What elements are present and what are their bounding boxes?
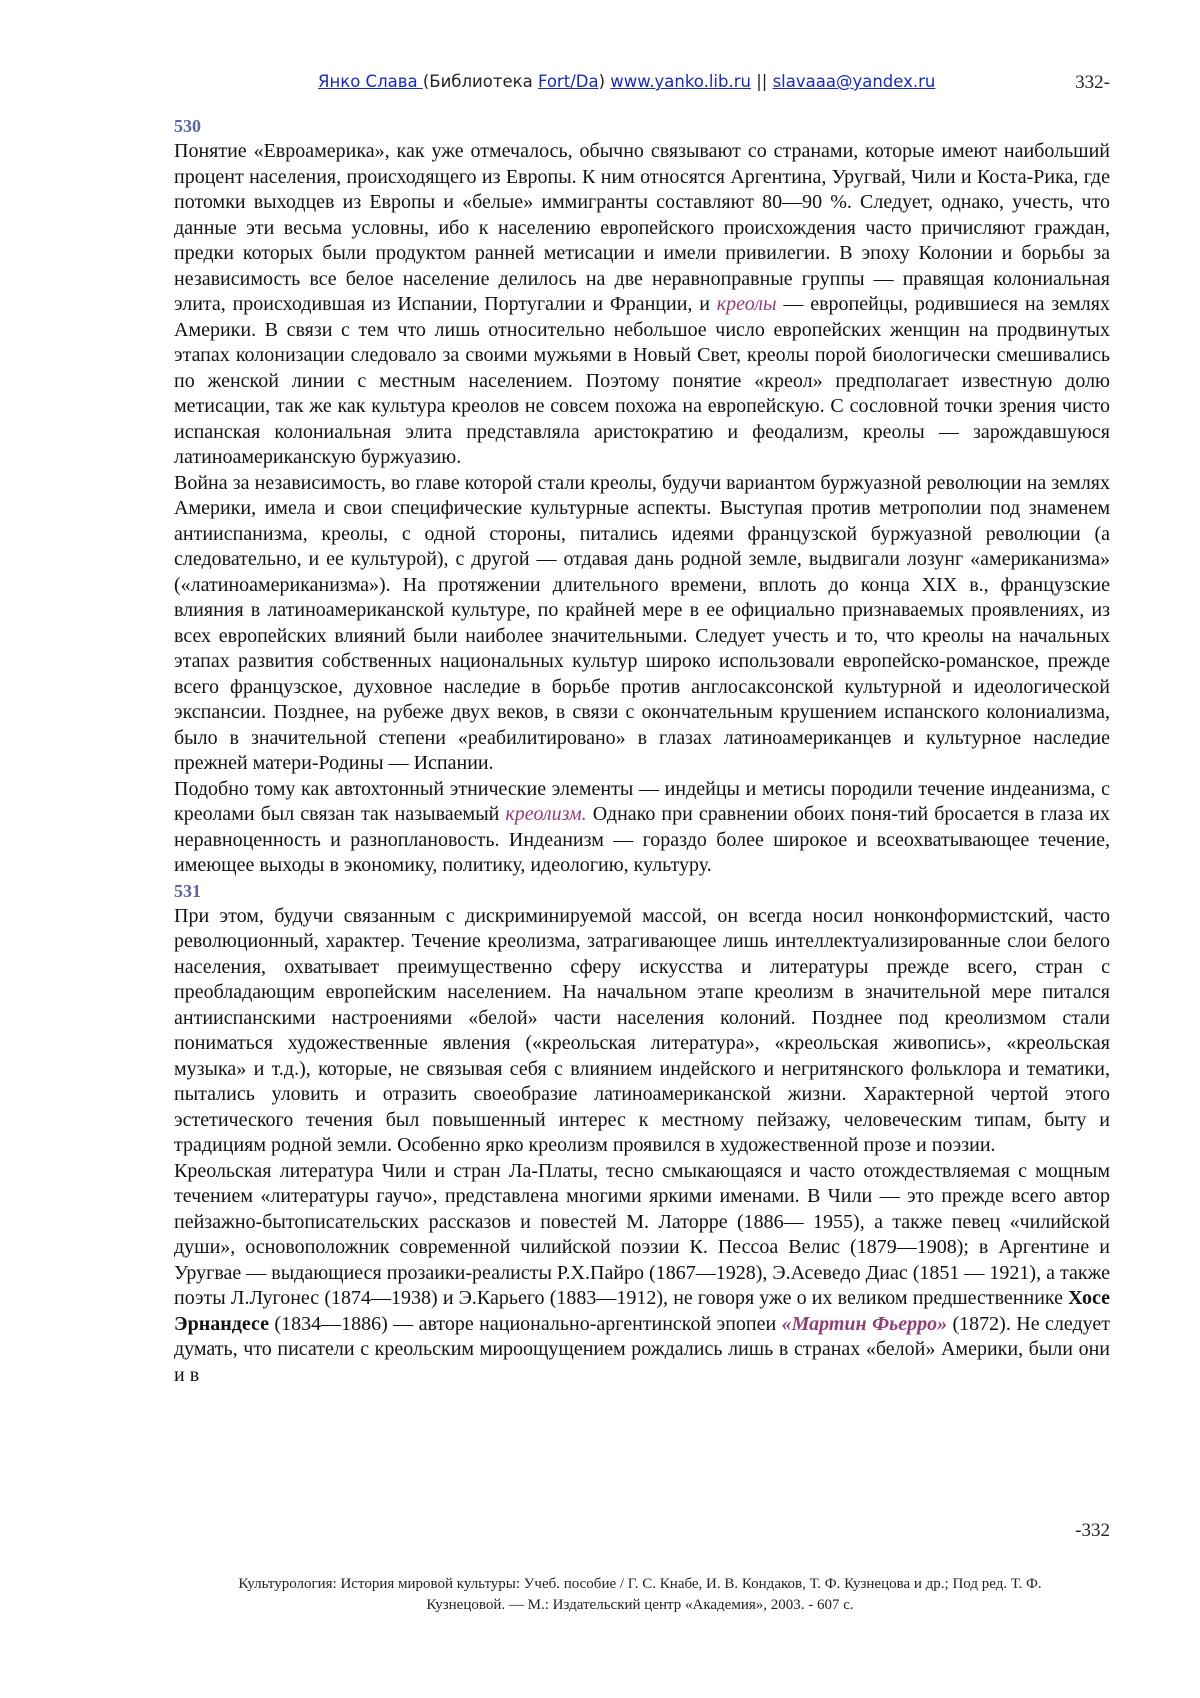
- paragraph-text: Понятие «Евроамерика», как уже отмечалось, обычно связывают со странами, которые имеют наибольший процент населения, происходящего из Европы. К ним относятся Аргентина, Уругвай, Чили и Коста-Рика, где потомки выходцев из Европы и «белые» иммигранты составляют 80—90 %. Следует, однако, учесть, что данные эти весьма условны, ибо к населению европейского происхождения часто причисляют граждан, предки которых были продуктом ранней метисации и имели привилегии. В эпоху Колонии и борьбы за независимость все белое население делилось на две неравноправные группы — правящая колониальная элита, происходившая из Испании, Португалии и Франции, и: [174, 140, 1110, 315]
- document-page: [0, 0, 1200, 1698]
- term-creoles: креолы: [717, 293, 777, 315]
- header-links: [318, 72, 935, 91]
- paragraph-text: Однако при сравнении обоих поня-тий бросается в глаза их неравноценность и разноплановость. Индеанизм — гораздо более широкое и всеохватывающее течение, имеющее выходы в экономику, политику, идеологию, культуру.: [174, 803, 1110, 876]
- paragraph-text: Креольская литература Чили и стран Ла-Платы, тесно смыкающаяся и часто отождествляемая с мощным течением «литературы гаучо», представлена многими яркими именами. В Чили — это прежде всего автор пейзажно-бытописательских рассказов и повестей М. Латорре (1886— 1955), а также певец «чилийской души», основоположник современной чилийской поэзии К. Пессоа Велис (1879—1908); в Аргентине и Уругвае — выдающиеся прозаики-реалисты Р.Х.Пайро (1867—1928), Э.Асеведо Диас (1851 — 1921), а также поэты Л.Лугонес (1874—1938) и Э.Карьего (1883—1912), не говоря уже о их великом предшественнике: [174, 1160, 1110, 1310]
- page-marker-531: 531: [174, 879, 1110, 904]
- name-hernandez: Хосе Эрнандесе: [174, 1287, 1110, 1335]
- page-header: [174, 72, 1110, 98]
- paragraph-text: (1834—1886) — авторе национально-аргентинской эпопеи: [269, 1313, 782, 1335]
- paragraph-war-of-independence: Война за независимость, во главе которой стали креолы, будучи вариантом буржуазной революции на землях Америки, имела и свои специфические культурные аспекты. Выступая против метрополии под знаменем антииспанизма, креолы, с одной стороны, питались идеями французской буржуазной революции (а следовательно, и ее культурой), с другой — отдавая дань родной земле, выдвигали лозунг «американизма» («латиноамериканизма»). На протяжении длительного времени, вплоть до конца XIX в., французские влияния в латиноамериканской культуре, по крайней мере в ее официально признаваемых проявлениях, из всех европейских влияний были наиболее значительными. Следует учесть и то, что креолы на начальных этапах развития собственных национальных культур широко использовали европейско-романское, прежде всего французское, духовное наследие в борьбе против англосаксонской культурной и идеологической экспансии. Позднее, на рубеже двух веков, в связи с окончательным крушением испанского колониализма, было в значительной степени «реабилитировано» в глазах латиноамериканцев и культурное наследие прежней матери-Родины — Испании.: [174, 471, 1110, 777]
- page-footer: [190, 1574, 1090, 1616]
- site-link[interactable]: www.yanko.lib.ru: [610, 72, 751, 91]
- author-link[interactable]: Янко Слава: [318, 72, 423, 91]
- header-page-number: 332-: [1075, 72, 1110, 94]
- paragraph-text: Подобно тому как автохтонный этнические элементы — индейцы и метисы породили течение индеанизма, с креолами был связан так называемый: [174, 778, 1110, 826]
- footer-citation-line1: Культурология: История мировой культуры: Учеб. пособие / Г. С. Кнабе, И. В. Кондаков, Т. Ф. Кузнецова и др.; Под ред. Т. Ф.: [190, 1574, 1090, 1595]
- work-martin-fierro: «Мартин Фьерро»: [782, 1313, 947, 1335]
- paragraph-creole-literature: [174, 1159, 1110, 1389]
- paragraph-text: — европейцы, родившиеся на землях Америки. В связи с тем что лишь относительно небольшое число европейских женщин на продвинутых этапах колонизации следовало за своими мужьями в Новый Свет, креолы порой биологически смешивались по женской линии с местным населением. Поэтому понятие «креол» предполагает известную долю метисации, так же как культура креолов не совсем похожа на европейскую. С сословной точки зрения чисто испанская колониальная элита представляла аристократию и феодализм, креолы — зарождавшуюся латиноамериканскую буржуазию.: [174, 293, 1110, 468]
- library-close-text: ): [599, 72, 611, 91]
- page-marker-530: 530: [174, 114, 1110, 139]
- term-creolism: креолизм.: [505, 803, 586, 825]
- document-body: [174, 114, 1110, 1388]
- email-link[interactable]: slavaaa@yandex.ru: [773, 72, 936, 91]
- footer-citation-line2: Кузнецовой. — М.: Издательский центр «Академия», 2003. - 607 с.: [190, 1595, 1090, 1616]
- fortda-link[interactable]: Fort/Da: [538, 72, 599, 91]
- paragraph-euroamerica: [174, 139, 1110, 471]
- paragraph-nonconformist: При этом, будучи связанным с дискриминируемой массой, он всегда носил нонконформистский, часто революционный, характер. Течение креолизма, затрагивающее лишь интеллектуализированные слои белого населения, охватывает преимущественно сферу искусства и литературы прежде всего, стран с преобладающим европейским населением. На начальном этапе креолизм в значительной мере питался антииспанскими настроениями «белой» части населения колоний. Позднее под креолизмом стали пониматься художественные явления («креольская литература», «креольская живопись», «креольская музыка» и т.д.), которые, не связывая себя с влиянием индейского и негритянского фольклора и тематики, пытались уловить и отразить своеобразие латиноамериканской жизни. Характерной чертой этого эстетического течения был повышенный интерес к местному пейзажу, человеческим типам, быту и традициям родной земли. Особенно ярко креолизм проявился в художественной прозе и поэзии.: [174, 904, 1110, 1159]
- paragraph-creolism: [174, 777, 1110, 879]
- paragraph-text: (1872). Не следует думать, что писатели с креольским мироощущением рождались лишь в странах «белой» Америки, были они и в: [174, 1313, 1110, 1386]
- header-separator: ||: [751, 72, 773, 91]
- library-open-text: (Библиотека: [423, 72, 538, 91]
- bottom-page-number: -332: [1075, 1520, 1110, 1542]
